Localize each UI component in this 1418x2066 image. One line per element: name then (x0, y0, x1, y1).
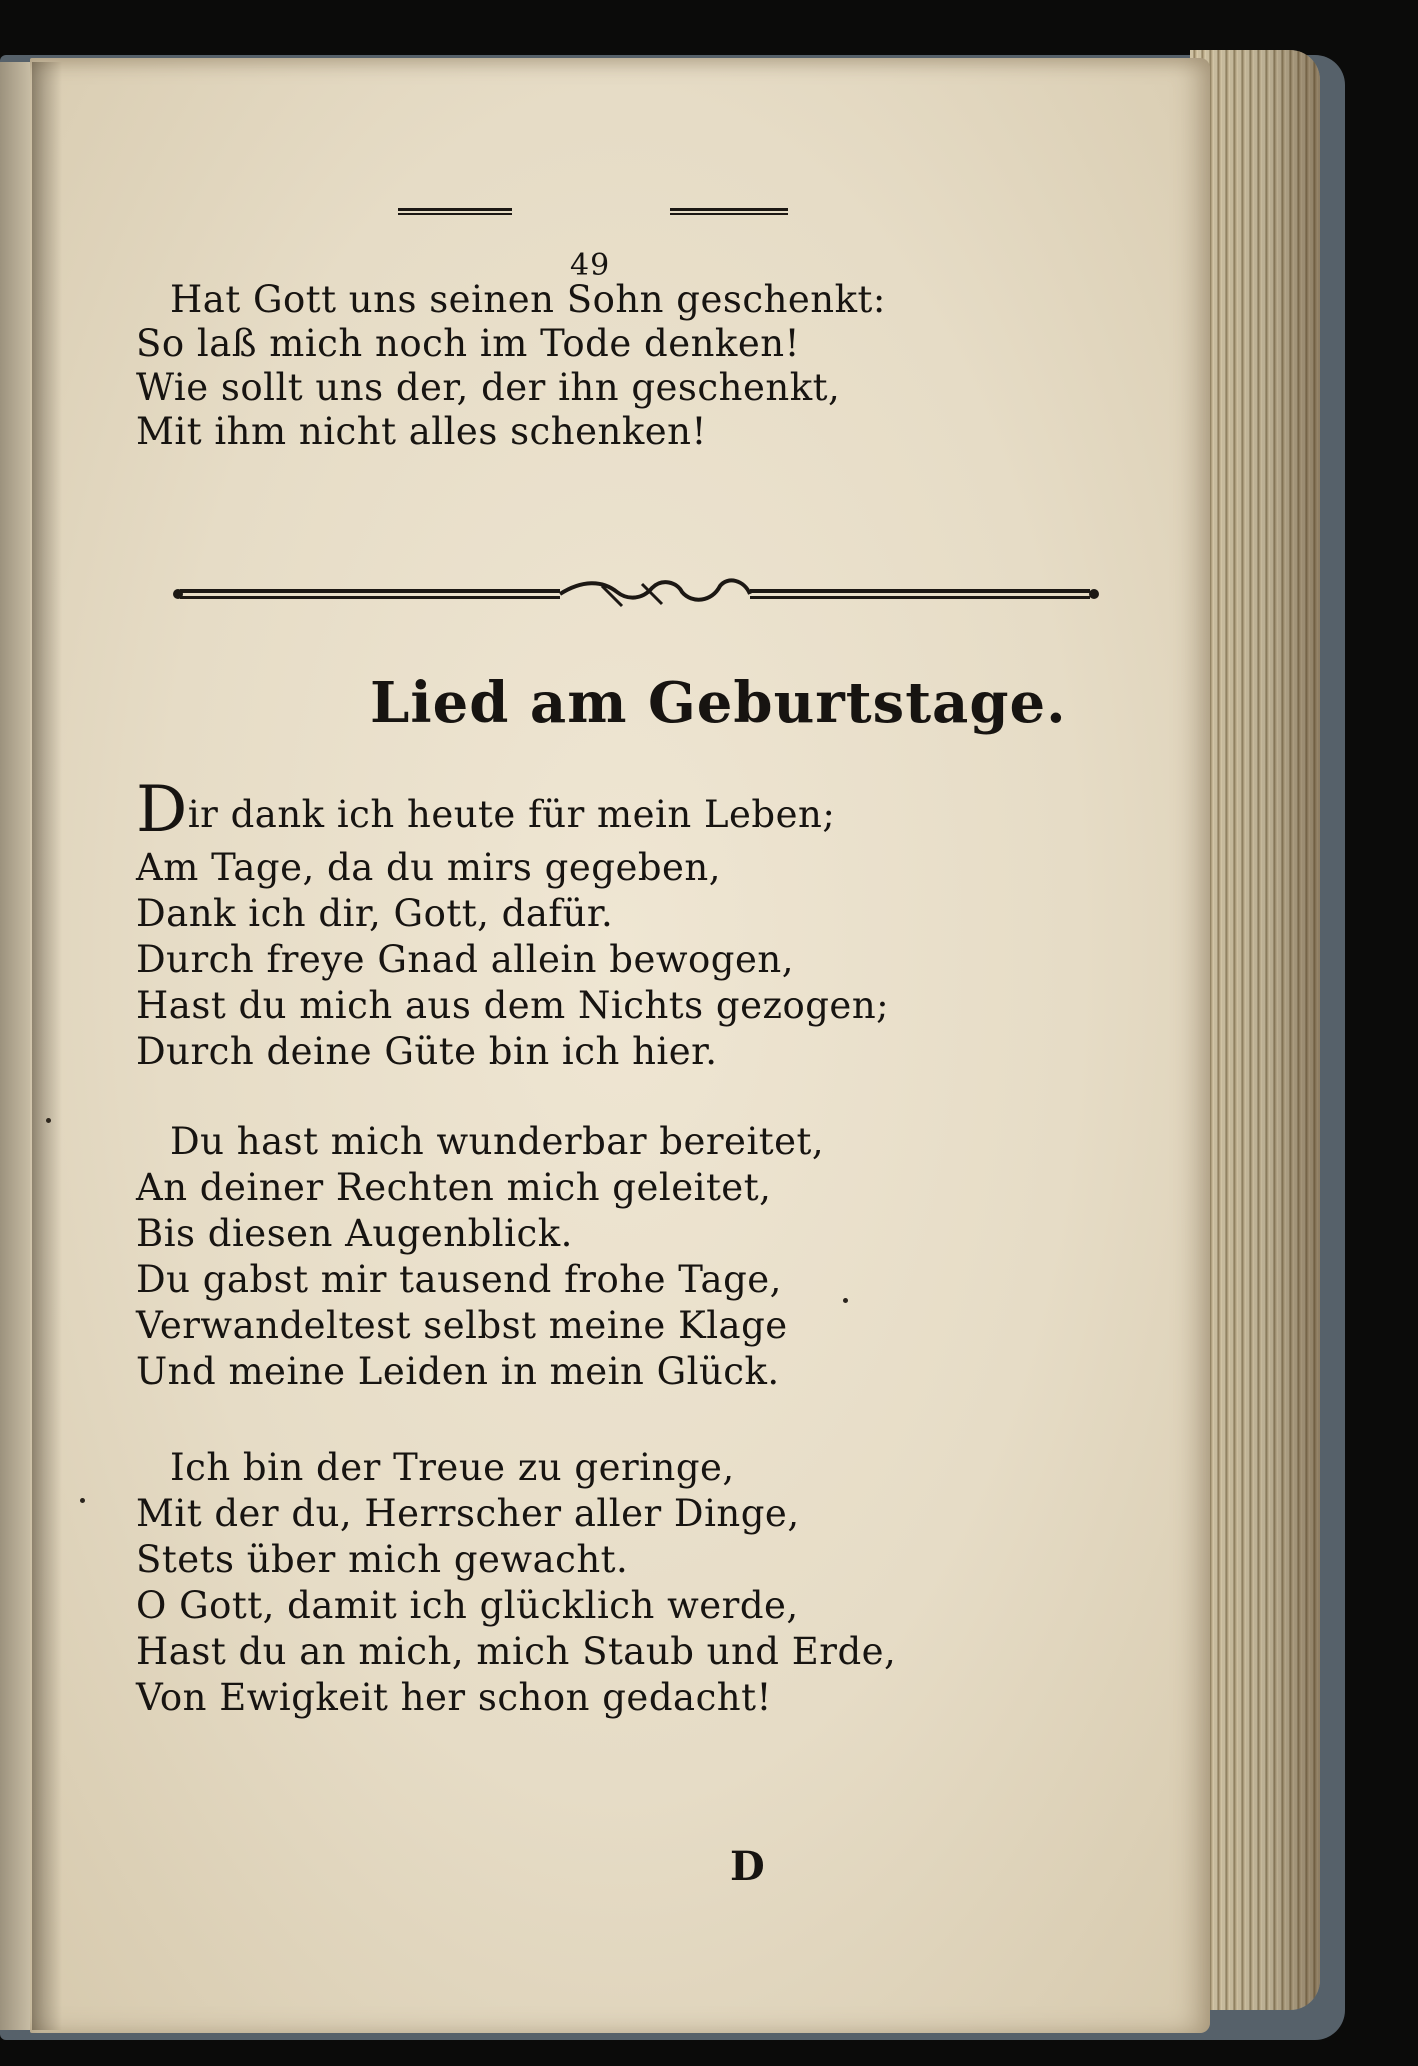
gutter-shadow (32, 62, 62, 2030)
ornament-divider (172, 576, 1102, 612)
verse-line: Dank ich dir, Gott, dafür. (136, 892, 614, 935)
drop-initial: D (136, 773, 188, 847)
verse-line: Hast du an mich, mich Staub und Erde, (136, 1630, 897, 1673)
verse-line: So laß mich noch im Tode denken! (136, 322, 800, 365)
verse-line-text: ir dank ich heute für mein Leben; (187, 793, 836, 836)
verse-line: O Gott, damit ich glücklich werde, (136, 1584, 799, 1627)
verse-line: Stets über mich gewacht. (136, 1538, 629, 1581)
ink-speck (80, 1498, 85, 1503)
verse-line: Du hast mich wunderbar bereitet, (170, 1120, 825, 1163)
ink-speck (843, 1298, 848, 1303)
verse-line: Mit der du, Herrscher aller Dinge, (136, 1492, 800, 1535)
verse-line: Wie sollt uns der, der ihn geschenkt, (136, 366, 841, 409)
song-title: Lied am Geburtstage. (370, 670, 1067, 736)
verse-line: Verwandeltest selbst meine Klage (136, 1304, 788, 1347)
page-number: 49 (570, 248, 611, 283)
catchword: D (730, 1843, 765, 1890)
verse-line: Am Tage, da du mirs gegeben, (136, 846, 722, 889)
book-page (30, 58, 1210, 2033)
verse-line: Durch freye Gnad allein bewogen, (136, 938, 794, 981)
verse-line: Hast du mich aus dem Nichts gezogen; (136, 984, 890, 1027)
verse-line: Von Ewigkeit her schon gedacht! (136, 1676, 772, 1719)
verse-line: Bis diesen Augenblick. (136, 1212, 573, 1255)
verse-line: Mit ihm nicht alles schenken! (136, 410, 707, 453)
verse-line: Und meine Leiden in mein Glück. (136, 1350, 780, 1393)
header-rule-left (398, 208, 512, 215)
verse-line: Du gabst mir tausend frohe Tage, (136, 1258, 782, 1301)
verse-line: Hat Gott uns seinen Sohn geschenkt: (170, 278, 886, 321)
verse-line: Ich bin der Treue zu geringe, (170, 1446, 735, 1489)
verse-line (136, 773, 836, 847)
verse-line: Durch deine Güte bin ich hier. (136, 1030, 718, 1073)
verse-line: An deiner Rechten mich geleitet, (136, 1166, 772, 1209)
facing-page-edge (0, 62, 34, 2030)
header-rule-right (670, 208, 788, 215)
